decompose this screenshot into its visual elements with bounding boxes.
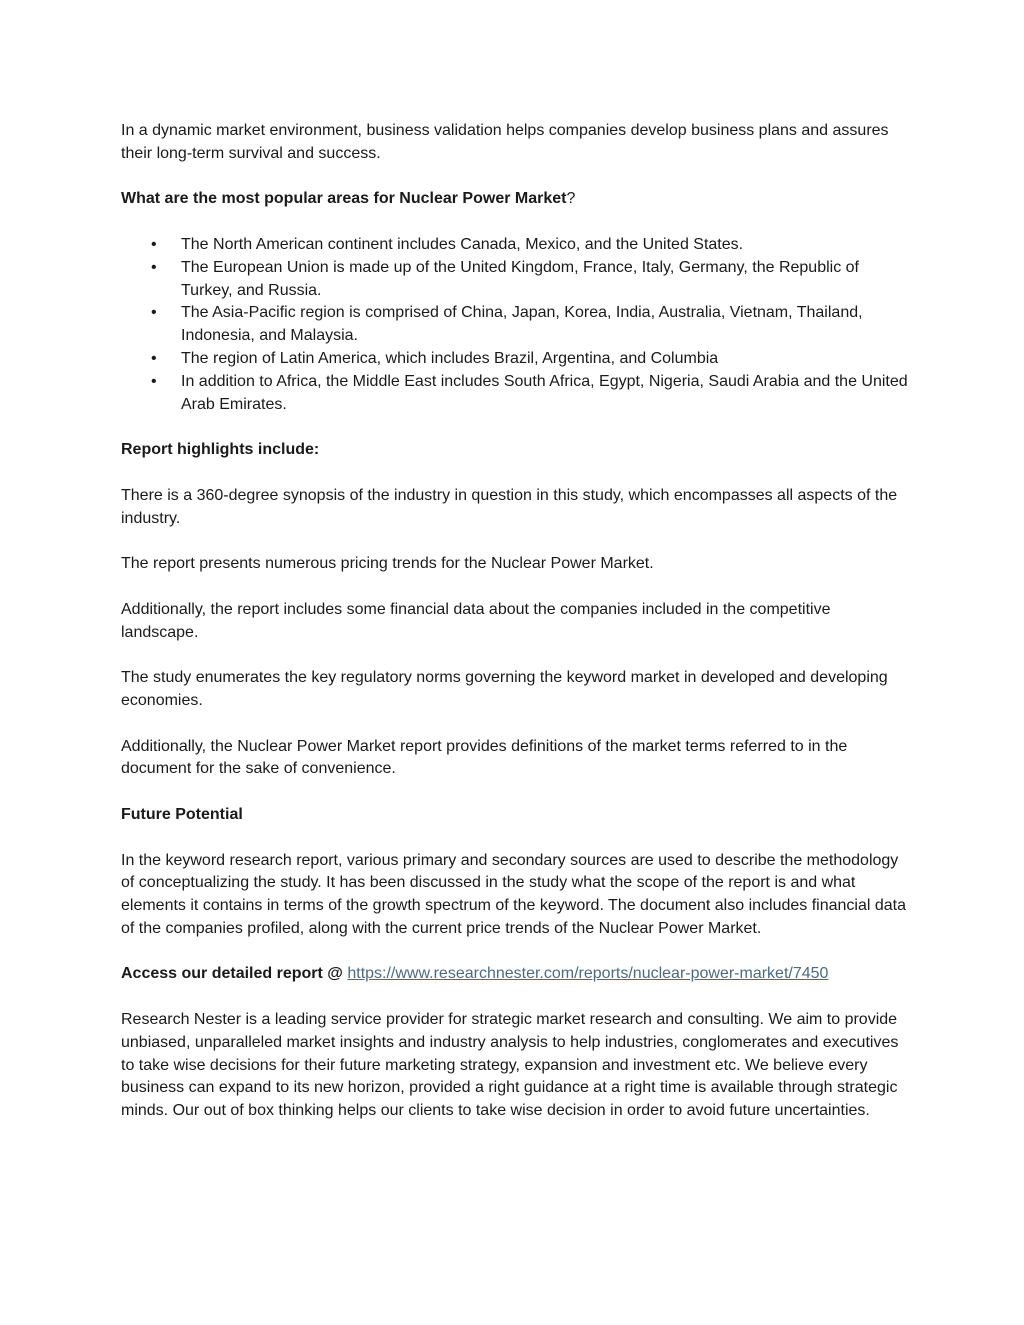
regions-heading (121, 188, 911, 211)
bullet-icon: • (151, 235, 157, 253)
highlight-paragraph: Additionally, the Nuclear Power Market report provides definitions of the market terms referred to in the document for the sake of convenience. (121, 737, 848, 778)
access-report-line (121, 963, 911, 986)
list-item (121, 234, 911, 257)
region-text: The North American continent includes Canada, Mexico, and the United States. (181, 235, 744, 253)
report-link[interactable]: https://www.researchnester.com/reports/nuclear-power-market/7450 (347, 965, 829, 983)
highlight-paragraph: There is a 360-degree synopsis of the industry in question in this study, which encompasses all aspects of the industry. (121, 486, 898, 527)
bullet-icon: • (151, 304, 157, 322)
region-text: In addition to Africa, the Middle East includes South Africa, Egypt, Nigeria, Saudi Arabia and the United Arab Emirates. (181, 372, 908, 413)
highlight-paragraph: The report presents numerous pricing trends for the Nuclear Power Market. (121, 555, 654, 573)
list-item (121, 302, 911, 348)
bullet-icon: • (151, 349, 157, 367)
regions-heading-suffix: ? (566, 190, 576, 208)
regions-list (121, 234, 911, 416)
highlights-heading: Report highlights include: (121, 441, 320, 459)
about-paragraph: Research Nester is a leading service provider for strategic market research and consulting. We aim to provide unbiased, unparalleled market insights and industry analysis to help industries, conglomerates and executives to take wise decisions for their future marketing strategy, expansion and investment etc. We believe every business can expand to its new horizon, provided a right guidance at a right time is available through strategic minds. Our out of box thinking helps our clients to take wise decision in order to avoid future uncertainties. (121, 1011, 899, 1120)
region-text: The European Union is made up of the United Kingdom, France, Italy, Germany, the Republic of Turkey, and Russia. (181, 258, 859, 299)
region-text: The region of Latin America, which includes Brazil, Argentina, and Columbia (181, 349, 719, 367)
future-heading: Future Potential (121, 805, 243, 823)
bullet-icon: • (151, 258, 157, 276)
future-paragraph: In the keyword research report, various primary and secondary sources are used to describe the methodology of conceptualizing the study. It has been discussed in the study what the scope of the report is and what elements it contains in terms of the growth spectrum of the keyword. The document also includes financial data of the companies profiled, along with the current price trends of the Nuclear Power Market. (121, 851, 906, 937)
list-item (121, 257, 911, 303)
intro-paragraph: In a dynamic market environment, business validation helps companies develop business plans and assures their long-term survival and success. (121, 122, 889, 162)
highlight-paragraph: The study enumerates the key regulatory norms governing the keyword market in developed and developing economies. (121, 669, 888, 709)
list-item (121, 371, 911, 417)
regions-heading-text: What are the most popular areas for Nuclear Power Market (121, 190, 567, 208)
bullet-icon: • (151, 372, 157, 390)
highlight-paragraph: Additionally, the report includes some financial data about the companies included in the competitive landscape. (121, 600, 831, 641)
access-report-label: Access our detailed report @ (121, 965, 348, 983)
region-text: The Asia-Pacific region is comprised of China, Japan, Korea, India, Australia, Vietnam, Thailand, Indonesia, and Malaysia. (181, 304, 863, 345)
list-item (121, 348, 911, 371)
document-page (121, 120, 911, 1146)
